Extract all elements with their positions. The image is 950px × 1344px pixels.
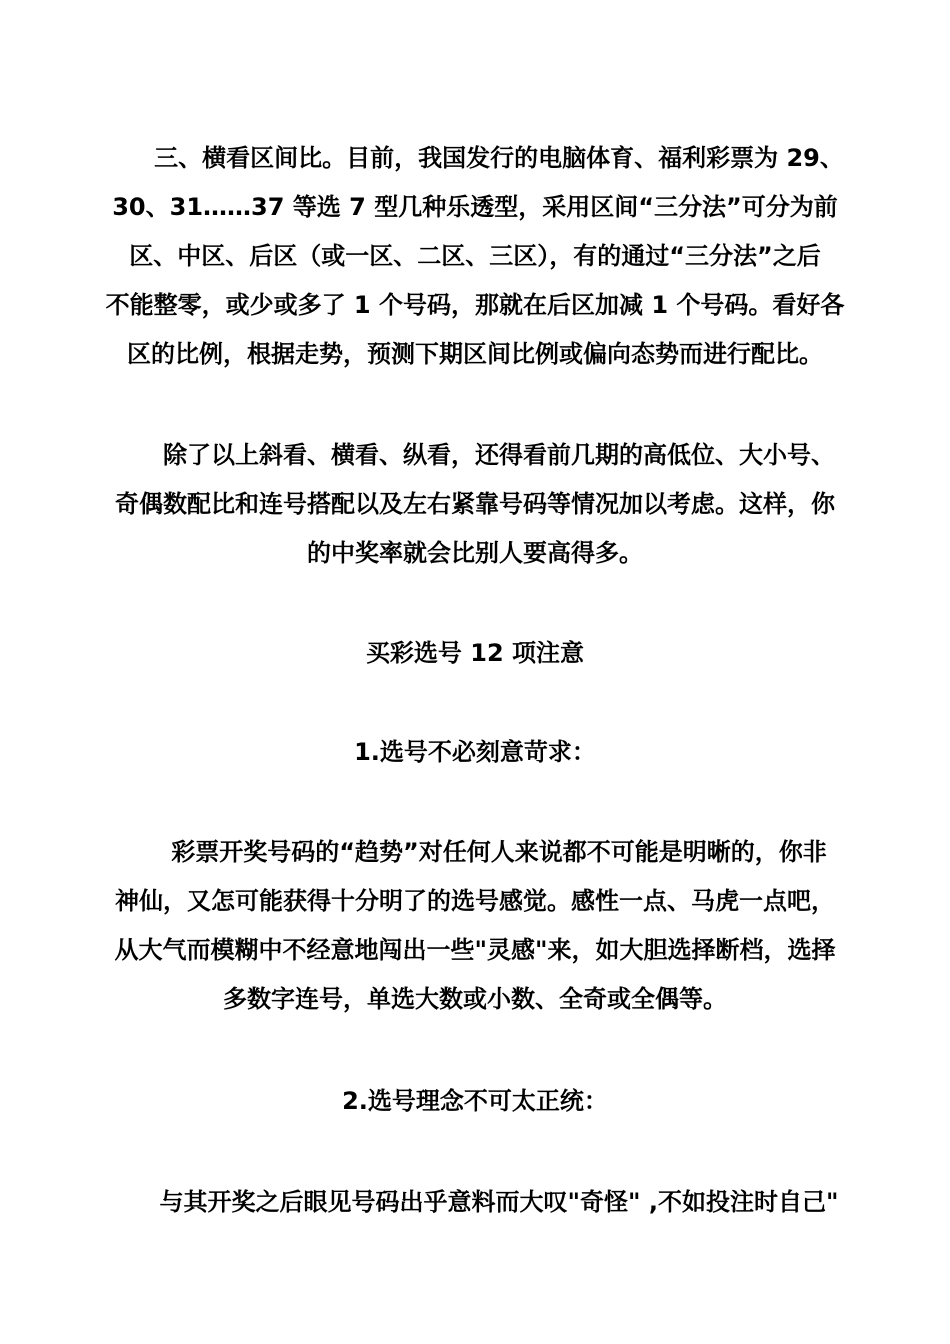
item-2-heading: 2.选号理念不可太正统：	[342, 1087, 608, 1115]
item-1-heading: 1.选号不必刻意苛求：	[354, 738, 596, 766]
paragraph-2-line-1: 除了以上斜看、横看、纵看，还得看前几期的高低位、大小号、	[163, 441, 835, 469]
paragraph-3-line-1: 彩票开奖号码的“趋势”对任何人来说都不可能是明晰的，你非	[171, 838, 827, 866]
paragraph-1-line-3: 区、中区、后区（或一区、二区、三区），有的通过“三分法”之后	[129, 242, 821, 270]
paragraph-3-line-4: 多数字连号，单选大数或小数、全奇或全偶等。	[223, 985, 727, 1013]
paragraph-1-line-1: 三、横看区间比。目前，我国发行的电脑体育、福利彩票为 29、	[154, 144, 844, 172]
paragraph-3-line-2: 神仙，又怎可能获得十分明了的选号感觉。感性一点、马虎一点吧，	[115, 887, 835, 915]
paragraph-1-line-4: 不能整零，或少或多了 1 个号码，那就在后区加减 1 个号码。看好各	[105, 291, 845, 319]
paragraph-4-line-1: 与其开奖之后眼见号码出乎意料而大叹"奇怪" ,不如投注时自己"	[159, 1188, 839, 1216]
paragraph-3-line-3: 从大气而模糊中不经意地闯出一些"灵感"来，如大胆选择断档，选择	[114, 936, 836, 964]
paragraph-2-line-3: 的中奖率就会比别人要高得多。	[307, 539, 643, 567]
section-heading: 买彩选号 12 项注意	[365, 639, 585, 667]
paragraph-2-line-2: 奇偶数配比和连号搭配以及左右紧靠号码等情况加以考虑。这样，你	[115, 490, 835, 518]
paragraph-1-line-5: 区的比例，根据走势，预测下期区间比例或偏向态势而进行配比。	[127, 340, 823, 368]
paragraph-1-line-2: 30、31……37 等选 7 型几种乐透型，采用区间“三分法”可分为前	[112, 193, 838, 221]
